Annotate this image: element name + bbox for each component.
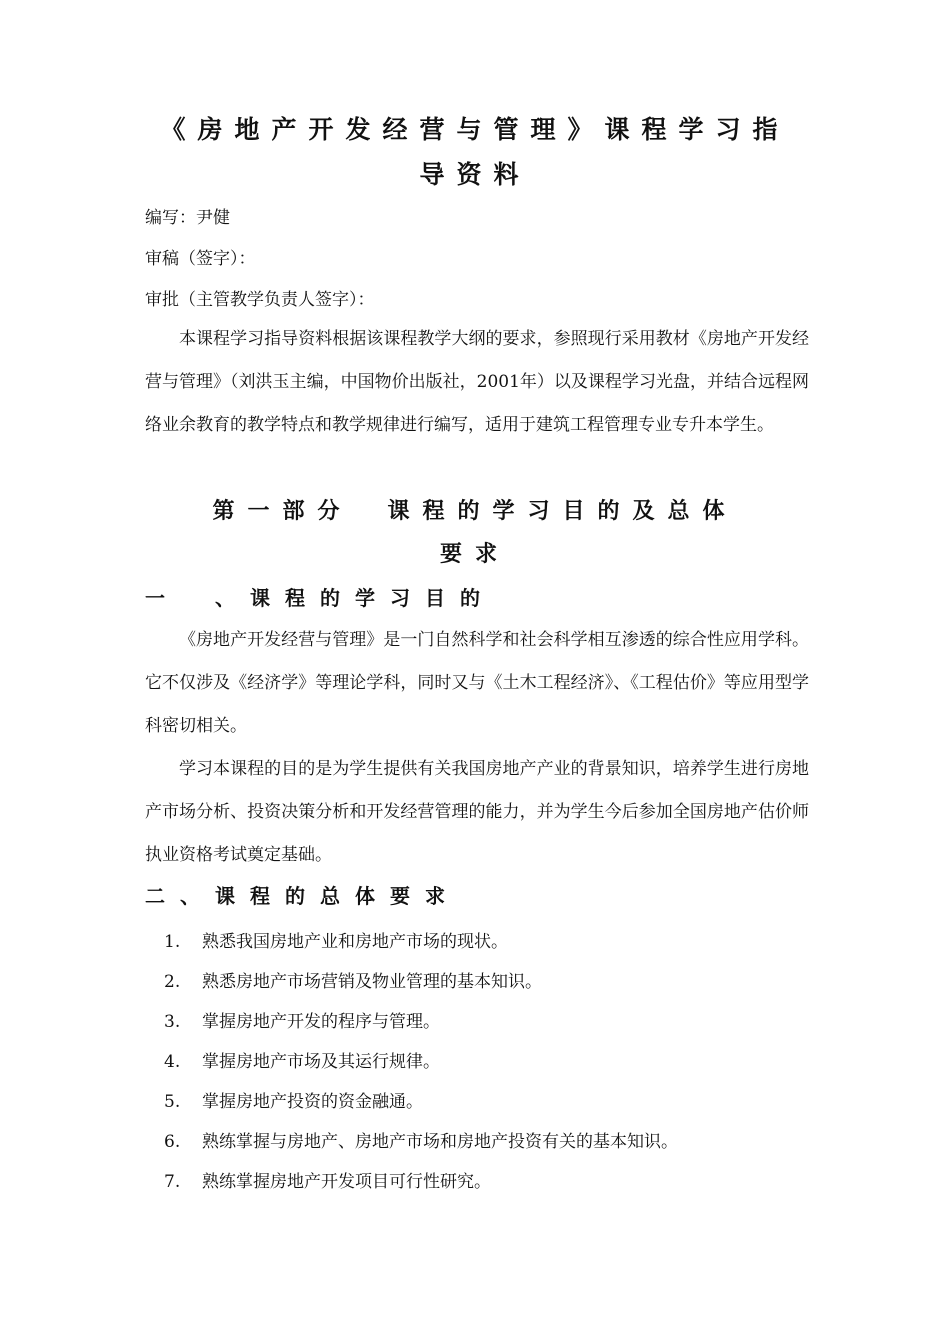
list-item-number: 3. xyxy=(164,1012,181,1032)
list-item xyxy=(164,1122,678,1162)
list-item-number: 6. xyxy=(164,1132,181,1152)
list-item xyxy=(164,1042,678,1082)
list-item-text: 熟练掌握与房地产、房地产市场和房地产投资有关的基本知识。 xyxy=(202,1132,678,1152)
section-two-heading: 二、课程的总体要求 xyxy=(145,884,460,908)
section-one-paragraph-1: 《房地产开发经营与管理》是一门自然科学和社会科学相互渗透的综合性应用学科。它不仅涉及《经济学》等理论学科，同时又与《土木工程经济》、《工程估价》等应用型学科密切相关。 xyxy=(145,630,809,736)
part-one-heading-line-2: 要求 xyxy=(439,542,510,567)
list-item-number: 7. xyxy=(164,1172,181,1192)
requirements-list xyxy=(164,922,678,1202)
intro-paragraph: 本课程学习指导资料根据该课程教学大纲的要求，参照现行采用教材《房地产开发经营与管理》（刘洪玉主编，中国物价出版社，2001年）以及课程学习光盘，并结合远程网络业余教育的教学特点和教学规律进行编写，适用于建筑工程管理专业专升本学生。 xyxy=(145,329,809,435)
list-item xyxy=(164,962,678,1002)
section-one-paragraph-2: 学习本课程的目的是为学生提供有关我国房地产产业的背景知识，培养学生进行房地产市场分析、投资决策分析和开发经营管理的能力，并为学生今后参加全国房地产估价师执业资格考试奠定基础。 xyxy=(145,759,809,865)
list-item-number: 2. xyxy=(164,972,181,992)
list-item-text: 掌握房地产投资的资金融通。 xyxy=(202,1092,423,1112)
document-title-line-2: 导资料 xyxy=(419,160,531,189)
list-item xyxy=(164,922,678,962)
part-one-heading-line-1: 第一部分 课程的学习目的及总体 xyxy=(212,499,738,524)
list-item-number: 1. xyxy=(164,932,181,952)
list-item-text: 熟练掌握房地产开发项目可行性研究。 xyxy=(202,1172,491,1192)
list-item-text: 掌握房地产市场及其运行规律。 xyxy=(202,1052,440,1072)
approval-line: 审批（主管教学负责人签字）： xyxy=(145,290,375,310)
list-item xyxy=(164,1082,678,1122)
list-item xyxy=(164,1002,678,1042)
list-item-text: 熟悉我国房地产业和房地产市场的现状。 xyxy=(202,932,508,952)
section-one-heading: 一 、课程的学习目的 xyxy=(145,586,495,610)
list-item xyxy=(164,1162,678,1202)
list-item-number: 5. xyxy=(164,1092,181,1112)
list-item-text: 掌握房地产开发的程序与管理。 xyxy=(202,1012,440,1032)
review-line: 审稿（签字）： xyxy=(145,249,256,269)
list-item-number: 4. xyxy=(164,1052,181,1072)
author-line: 编写：尹健 xyxy=(145,208,230,228)
document-title-line-1: 《房地产开发经营与管理》课程学习指 xyxy=(160,115,790,144)
list-item-text: 熟悉房地产市场营销及物业管理的基本知识。 xyxy=(202,972,542,992)
